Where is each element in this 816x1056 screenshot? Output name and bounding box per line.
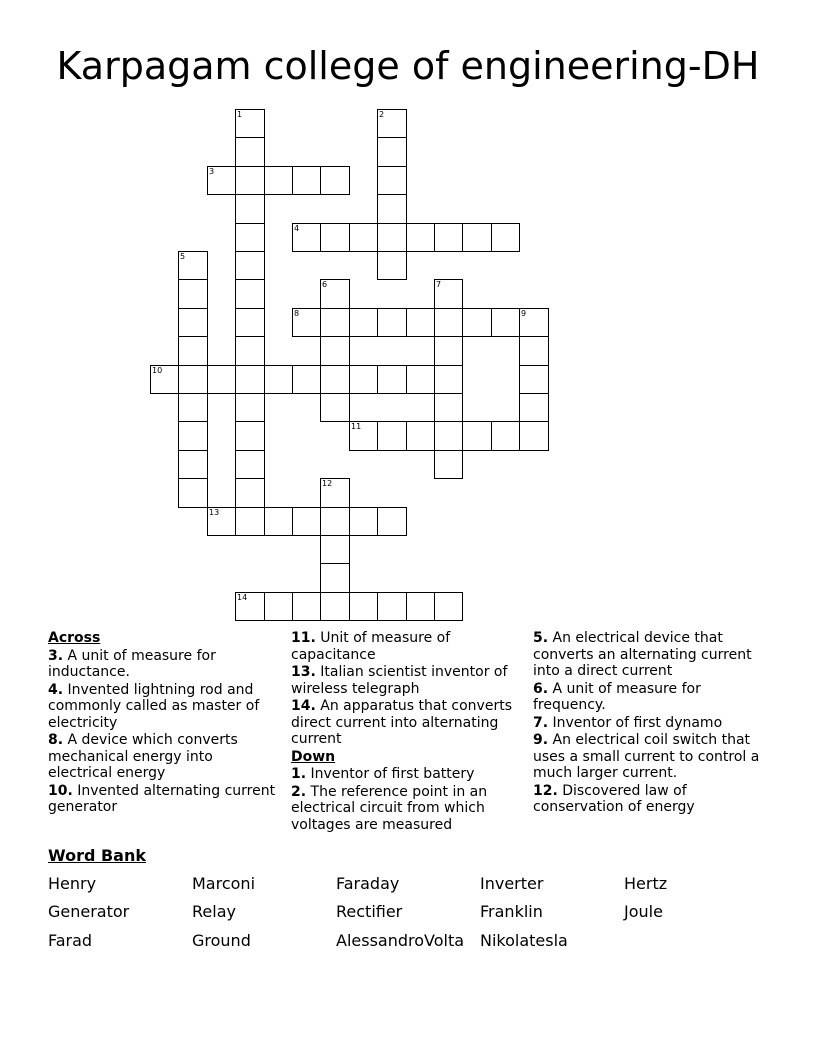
grid-cell[interactable] [320, 223, 350, 252]
cell-number: 14 [237, 593, 248, 602]
grid-cell[interactable] [519, 365, 549, 394]
grid-cell[interactable] [320, 308, 350, 337]
cell-number: 8 [294, 309, 300, 318]
grid-cell[interactable] [349, 308, 378, 337]
grid-cell[interactable] [235, 393, 265, 422]
grid-cell[interactable] [235, 450, 265, 479]
grid-cell[interactable] [292, 223, 321, 252]
grid-cell[interactable] [178, 450, 208, 479]
cell-number: 11 [351, 422, 362, 431]
grid-cell[interactable] [434, 592, 463, 621]
grid-cell[interactable] [377, 251, 407, 280]
grid-cell[interactable] [235, 279, 265, 309]
grid-cell[interactable] [178, 251, 208, 280]
grid-cell[interactable] [320, 393, 350, 422]
word-bank-item: Generator [48, 902, 130, 921]
grid-cell[interactable] [235, 507, 265, 536]
grid-cell[interactable] [491, 223, 520, 252]
grid-cell[interactable] [320, 535, 350, 564]
cell-number: 5 [180, 252, 186, 261]
grid-cell[interactable] [178, 421, 208, 451]
cell-number: 4 [294, 224, 300, 233]
grid-cell[interactable] [320, 279, 350, 309]
page-title: Karpagam college of engineering-DH [56, 44, 760, 88]
grid-cell[interactable] [235, 109, 265, 138]
grid-cell[interactable] [264, 365, 293, 394]
grid-cell[interactable] [377, 365, 407, 394]
clue-across-4: 4. Invented lightning rod and commonly called as master of electricity [48, 681, 260, 731]
word-bank-item: Ground [192, 931, 251, 950]
grid-cell[interactable] [320, 563, 350, 593]
clue-across-10: 10. Invented alternating current generator [48, 782, 276, 815]
across-heading: Across [48, 630, 101, 646]
grid-cell[interactable] [406, 421, 435, 451]
grid-cell[interactable] [519, 421, 549, 451]
word-bank-item: Hertz [624, 874, 668, 893]
grid-cell[interactable] [377, 592, 407, 621]
grid-cell[interactable] [434, 223, 463, 252]
grid-cell[interactable] [377, 223, 407, 252]
grid-cell[interactable] [491, 421, 520, 451]
word-bank-item: Joule [624, 902, 663, 921]
clue-down-12: 12. Discovered law of conservation of energy [533, 782, 695, 815]
grid-cell[interactable] [235, 421, 265, 451]
word-bank-item: AlessandroVolta [336, 931, 465, 950]
grid-cell[interactable] [207, 365, 236, 394]
grid-cell[interactable] [320, 365, 350, 394]
word-bank-item: Henry [48, 874, 97, 893]
grid-cell[interactable] [320, 336, 350, 366]
word-bank-item: Nikolatesla [480, 931, 568, 950]
grid-cell[interactable] [264, 592, 293, 621]
grid-cell[interactable] [349, 365, 378, 394]
grid-cell[interactable] [207, 166, 236, 195]
cell-number: 3 [209, 167, 215, 176]
grid-cell[interactable] [406, 223, 435, 252]
cell-number: 6 [322, 280, 328, 289]
grid-cell[interactable] [491, 308, 520, 337]
grid-cell[interactable] [320, 166, 350, 195]
word-bank-item: Relay [192, 902, 236, 921]
grid-cell[interactable] [349, 223, 378, 252]
grid-cell[interactable] [150, 365, 179, 394]
grid-cell[interactable] [178, 393, 208, 422]
grid-cell[interactable] [377, 166, 407, 195]
grid-cell[interactable] [406, 365, 435, 394]
word-bank-heading: Word Bank [48, 846, 147, 865]
cell-number: 10 [152, 366, 163, 375]
clue-column-2 [291, 630, 516, 834]
grid-cell[interactable] [178, 336, 208, 366]
grid-cell[interactable] [434, 336, 463, 366]
word-bank-item: Inverter [480, 874, 544, 893]
clue-across-8: 8. A device which converts mechanical energy into electrical energy [48, 732, 238, 781]
grid-cell[interactable] [207, 507, 236, 536]
grid-cell[interactable] [235, 166, 265, 195]
clue-across-13: 13. Italian scientist inventor of wireless telegraph [291, 664, 508, 697]
clue-down-2: 2. The reference point in an electrical circuit from which voltages are measured [291, 783, 488, 833]
grid-cell[interactable] [178, 365, 208, 394]
grid-cell[interactable] [292, 166, 321, 195]
grid-cell[interactable] [264, 507, 293, 536]
grid-cell[interactable] [292, 308, 321, 337]
grid-cell[interactable] [349, 507, 378, 536]
grid-cell[interactable] [434, 308, 463, 337]
clue-across-14: 14. An apparatus that converts direct current into alternating current [291, 698, 512, 747]
grid-cell[interactable] [235, 308, 265, 337]
clue-down-9: 9. An electrical coil switch that uses a small current to control a much larger current. [533, 732, 760, 781]
clue-down-6: 6. A unit of measure for frequency. [533, 680, 701, 713]
clue-column-1 [48, 630, 278, 817]
cell-number: 7 [436, 280, 442, 289]
grid-cell[interactable] [349, 592, 378, 621]
grid-cell[interactable] [519, 393, 549, 422]
down-heading: Down [291, 748, 336, 765]
word-bank-item: Marconi [192, 874, 256, 893]
grid-cell[interactable] [292, 507, 321, 536]
grid-cell[interactable] [235, 137, 265, 167]
clue-down-1: 1. Inventor of first battery [291, 766, 475, 782]
clue-column-3 [533, 630, 773, 817]
grid-cell[interactable] [434, 450, 463, 479]
grid-cell[interactable] [519, 308, 549, 337]
cell-number: 2 [379, 110, 385, 119]
cell-number: 13 [209, 508, 220, 517]
grid-cell[interactable] [462, 421, 492, 451]
word-bank-item: Farad [48, 931, 93, 950]
cell-number: 1 [237, 110, 243, 119]
grid-cell[interactable] [377, 137, 407, 167]
grid-cell[interactable] [235, 336, 265, 366]
grid-cell[interactable] [377, 507, 407, 536]
grid-cell[interactable] [434, 421, 463, 451]
grid-cell[interactable] [377, 421, 407, 451]
grid-cell[interactable] [235, 194, 265, 224]
grid-cell[interactable] [320, 507, 350, 536]
grid-cell[interactable] [320, 478, 350, 508]
clue-across-11: 11. Unit of measure of capacitance [291, 630, 451, 663]
clue-down-5: 5. An electrical device that converts an alternating current into a direct current [533, 630, 752, 679]
grid-cell[interactable] [462, 308, 492, 337]
cell-number: 9 [521, 309, 527, 318]
word-bank-item: Rectifier [336, 902, 403, 921]
grid-cell[interactable] [235, 365, 265, 394]
grid-cell[interactable] [377, 194, 407, 224]
cell-number: 12 [322, 479, 333, 488]
grid-cell[interactable] [377, 308, 407, 337]
clue-across-3: 3. A unit of measure for inductance. [48, 647, 216, 680]
word-bank-item: Franklin [480, 902, 543, 921]
grid-cell[interactable] [235, 478, 265, 508]
grid-cell[interactable] [434, 365, 463, 394]
grid-cell[interactable] [377, 109, 407, 138]
grid-cell[interactable] [292, 592, 321, 621]
grid-cell[interactable] [292, 365, 321, 394]
grid-cell[interactable] [320, 592, 350, 621]
grid-cell[interactable] [406, 592, 435, 621]
grid-cell[interactable] [434, 393, 463, 422]
grid-cell[interactable] [235, 592, 265, 621]
grid-cell[interactable] [178, 279, 208, 309]
grid-cell[interactable] [178, 308, 208, 337]
grid-cell[interactable] [235, 223, 265, 252]
grid-cell[interactable] [264, 166, 293, 195]
grid-cell[interactable] [406, 308, 435, 337]
grid-cell[interactable] [434, 279, 463, 309]
word-bank-item: Faraday [336, 874, 400, 893]
grid-cell[interactable] [349, 421, 378, 451]
grid-cell[interactable] [462, 223, 492, 252]
grid-cell[interactable] [235, 251, 265, 280]
grid-cell[interactable] [519, 336, 549, 366]
grid-cell[interactable] [178, 478, 208, 508]
clue-down-7: 7. Inventor of first dynamo [533, 714, 723, 731]
